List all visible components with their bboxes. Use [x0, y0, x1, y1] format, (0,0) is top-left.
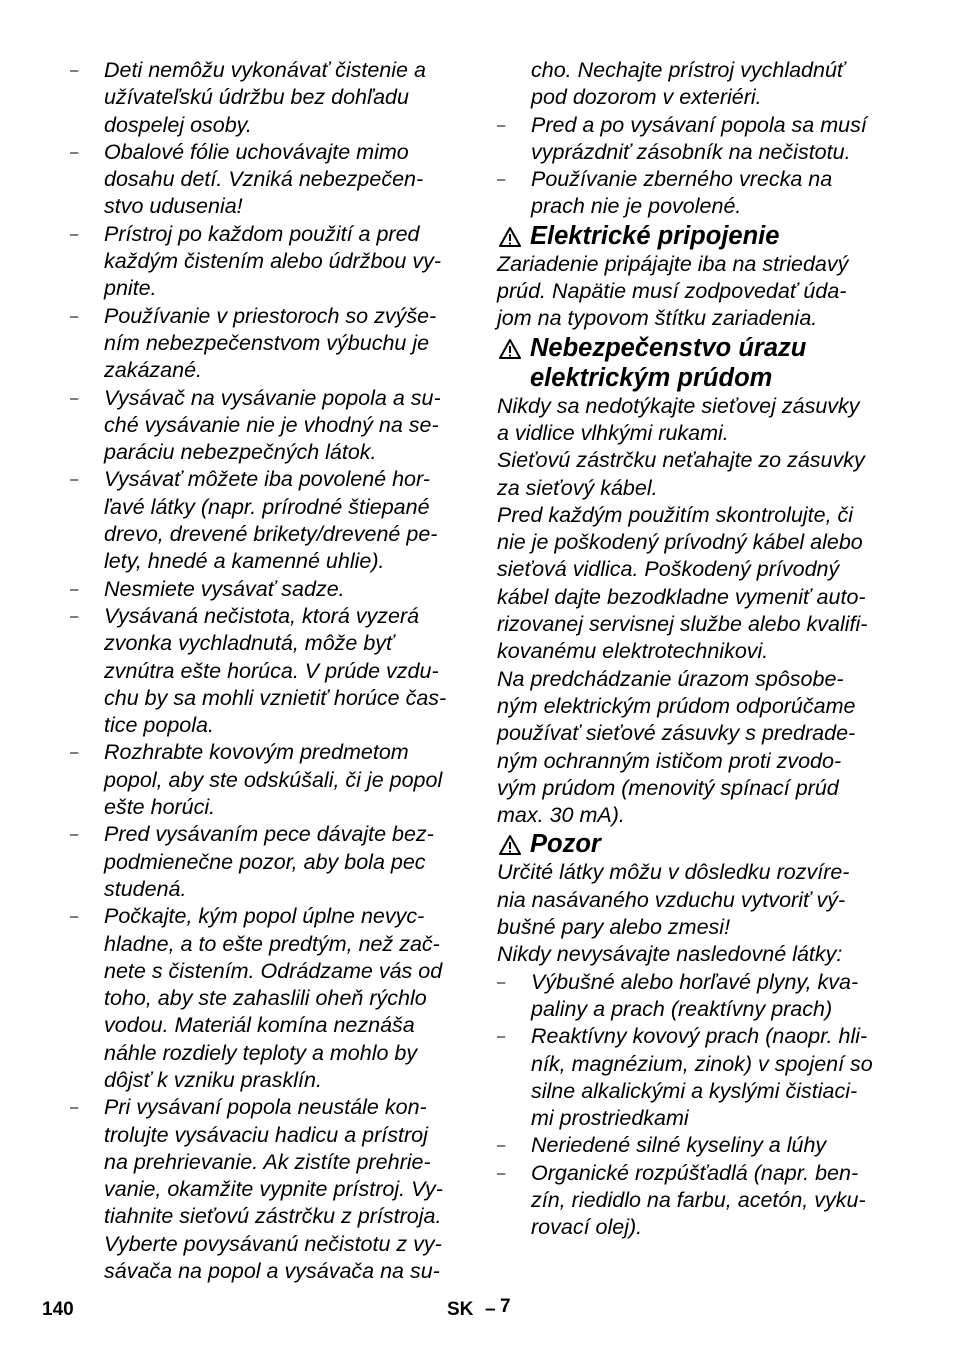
footer-separator: –	[485, 1299, 496, 1320]
text-line: za sieťový kábel.	[497, 475, 658, 500]
section-heading	[497, 333, 897, 393]
left-column	[70, 57, 470, 1285]
text-line: stvo udusenia!	[104, 194, 243, 219]
warning-icon	[497, 829, 525, 859]
text-line: cho. Nechajte prístroj vychladnúť	[531, 58, 845, 82]
text-line: nie je poškodený prívodný kábel alebo	[497, 530, 863, 555]
bullet-dash: –	[70, 744, 79, 762]
text-line: ché vysávanie nie je vhodný na se-	[104, 412, 439, 437]
bullet-dash: –	[497, 1137, 506, 1155]
text-line: popol, aby ste odskúšali, či je popol	[104, 767, 443, 792]
text-line: Nikdy sa nedotýkajte sieťovej zásuvky	[497, 393, 860, 418]
text-line: paliny a prach (reaktívny prach)	[531, 996, 833, 1021]
text-line: ník, magnézium, zinok) v spojení so	[531, 1051, 873, 1076]
bullet-dash: –	[70, 143, 79, 161]
list-item	[497, 1160, 897, 1242]
text-line: sávača na popol a vysávača na su-	[104, 1259, 440, 1284]
body-paragraph	[497, 859, 897, 941]
page-number: 140	[42, 1299, 74, 1320]
text-line: bušné pary alebo zmesi!	[497, 915, 731, 940]
text-line: dôjsť k vzniku prasklín.	[104, 1067, 322, 1092]
list-item	[70, 466, 470, 575]
text-line: Nesmiete vysávať sadze.	[104, 576, 345, 601]
text-line: hladne, a to ešte predtým, než zač-	[104, 931, 440, 956]
warning-icon	[497, 221, 525, 251]
text-line: ným ochranným ističom proti zvodo-	[497, 748, 842, 773]
list-item	[70, 385, 470, 467]
text-line: a vidlice vlhkými rukami.	[497, 420, 729, 445]
text-line: používať sieťové zásuvky s predrade-	[497, 721, 856, 746]
text-line: náhle rozdiely teploty a mohlo by	[104, 1040, 418, 1065]
text-line: Pozor	[530, 830, 601, 859]
text-line: kovanému elektrotechnikovi.	[497, 639, 769, 664]
bullet-dash: –	[70, 580, 79, 598]
list-item	[70, 303, 470, 385]
body-paragraph	[497, 447, 897, 502]
body-paragraph	[497, 251, 897, 333]
language-code: SK	[447, 1299, 474, 1320]
text-line: podmienečne pozor, aby bola pec	[104, 849, 426, 874]
text-line: Obalové fólie uchovávajte mimo	[104, 139, 409, 164]
text-line: Organické rozpúšťadlá (napr. ben-	[531, 1160, 859, 1185]
text-line: max. 30 mA).	[497, 803, 625, 828]
section-page-number: 7	[500, 1296, 511, 1317]
text-line: sieťová vidlica. Poškodený prívodný	[497, 557, 840, 582]
list-item	[497, 969, 897, 1024]
text-line: studená.	[104, 876, 187, 901]
text-line: Vysávač na vysávanie popola a su-	[104, 385, 441, 410]
bullet-dash: –	[70, 607, 79, 625]
list-item	[70, 1094, 470, 1285]
text-line: Neriedené silné kyseliny a lúhy	[531, 1133, 827, 1158]
bullet-dash: –	[497, 1028, 506, 1046]
list-item	[497, 1132, 897, 1159]
text-line: toho, aby ste zahaslili oheň rýchlo	[104, 986, 427, 1011]
body-paragraph	[497, 666, 897, 830]
bullet-dash: –	[70, 307, 79, 325]
text-line: každým čistením alebo údržbou vy-	[104, 249, 441, 274]
bullet-dash: –	[497, 171, 506, 189]
text-line: užívateľskú údržbu bez dohľadu	[104, 85, 409, 110]
list-item	[70, 57, 470, 139]
text-line: Nikdy nevysávajte nasledovné látky:	[497, 942, 843, 967]
text-line: zín, riedidlo na farbu, acetón, vyku-	[531, 1187, 866, 1212]
text-line: Používanie v priestoroch so zvýše-	[104, 303, 437, 328]
body-paragraph	[497, 941, 897, 968]
bullet-dash: –	[70, 62, 79, 79]
text-line: dospelej osoby.	[104, 112, 252, 137]
text-line: prach nie je povolené.	[531, 194, 742, 219]
text-line: kábel dajte bezodkladne vymeniť auto-	[497, 584, 866, 609]
body-paragraph	[497, 393, 897, 448]
text-line: Vysávaná nečistota, ktorá vyzerá	[104, 603, 420, 628]
text-line: paráciu nebezpečných látok.	[104, 440, 377, 465]
list-item	[497, 166, 897, 221]
text-line: Vyberte povysávanú nečistotu z vy-	[104, 1231, 442, 1256]
bullet-dash: –	[70, 908, 79, 926]
text-line: chu by sa mohli vznietiť horúce čas-	[104, 685, 447, 710]
list-item	[497, 112, 897, 167]
text-line: vanie, okamžite vypnite prístroj. Vy-	[104, 1177, 443, 1202]
text-line: ním nebezpečenstvom výbuchu je	[104, 330, 430, 355]
text-line: Určité látky môžu v dôsledku rozvíre-	[497, 860, 850, 885]
text-line: prúd. Napätie musí zodpovedať úda-	[497, 279, 847, 304]
text-line: na prehrievanie. Ak zistíte prehrie-	[104, 1149, 431, 1174]
text-line: vým prúdom (menovitý spínací prúd	[497, 775, 839, 800]
list-item	[70, 576, 470, 603]
text-line: ešte horúci.	[104, 795, 216, 820]
text-line: Pred a po vysávaní popola sa musí	[531, 112, 867, 137]
text-line: Sieťovú zástrčku neťahajte zo zásuvky	[497, 448, 865, 473]
bullet-dash: –	[70, 826, 79, 844]
section-heading	[497, 221, 897, 251]
text-line: Reaktívny kovový prach (naopr. hli-	[531, 1024, 868, 1049]
list-item	[497, 1023, 897, 1132]
list-item	[70, 903, 470, 1094]
list-item	[70, 603, 470, 739]
text-line: Nebezpečenstvo úrazu	[530, 333, 807, 362]
text-line: pod dozorom v exteriéri.	[531, 85, 762, 110]
text-line: Elektrické pripojenie	[530, 221, 780, 250]
text-line: jom na typovom štítku zariadenia.	[497, 306, 818, 331]
text-line: Prístroj po každom použití a pred	[104, 221, 420, 246]
bullet-dash: –	[497, 116, 506, 134]
list-item	[70, 739, 470, 821]
text-line: Vysávať môžete iba povolené hor-	[104, 467, 430, 492]
list-item-continuation	[497, 57, 897, 112]
section-heading	[497, 829, 897, 859]
bullet-dash: –	[497, 1164, 506, 1182]
text-line: vyprázdniť zásobník na nečistotu.	[531, 139, 851, 164]
text-line: tiahnite sieťovú zástrčku z prístroja.	[104, 1204, 442, 1229]
text-line: Na predchádzanie úrazom spôsobe-	[497, 666, 844, 691]
text-line: mi prostriedkami	[531, 1106, 689, 1131]
text-line: Pri vysávaní popola neustále kon-	[104, 1095, 427, 1120]
text-line: zvnútra ešte horúca. V prúde vzdu-	[104, 658, 439, 683]
bullet-dash: –	[497, 973, 506, 991]
text-line: dosahu detí. Vzniká nebezpečen-	[104, 167, 424, 192]
text-line: Počkajte, kým popol úplne nevyc-	[104, 904, 425, 929]
text-line: tice popola.	[104, 713, 214, 738]
text-line: nia nasávaného vzduchu vytvoriť vý-	[497, 887, 846, 912]
text-line: drevo, drevené brikety/drevené pe-	[104, 522, 438, 547]
text-line: zakázané.	[104, 358, 203, 383]
text-line: Pred každým použitím skontrolujte, či	[497, 502, 854, 527]
text-line: rovací olej).	[531, 1215, 643, 1240]
body-paragraph	[497, 502, 897, 666]
list-item	[70, 221, 470, 303]
bullet-dash: –	[70, 225, 79, 243]
text-line: silne alkalickými a kyslými čistiaci-	[531, 1078, 858, 1103]
text-line: lety, hnedé a kamenné uhlie).	[104, 549, 385, 574]
text-line: nete s čistením. Odrádzame vás od	[104, 958, 443, 983]
text-line: zvonka vychladnutá, môže byť	[104, 631, 394, 656]
text-line: Výbušné alebo horľavé plyny, kva-	[531, 969, 859, 994]
bullet-dash: –	[70, 389, 79, 407]
text-line: Pred vysávaním pece dávajte bez-	[104, 822, 434, 847]
warning-icon	[497, 333, 525, 363]
text-line: ným elektrickým prúdom odporúčame	[497, 693, 856, 718]
text-line: Zariadenie pripájajte iba na striedavý	[497, 251, 849, 276]
bullet-dash: –	[70, 471, 79, 489]
text-line: rizovanej servisnej službe alebo kvalifi-	[497, 612, 868, 637]
text-line: trolujte vysávaciu hadicu a prístroj	[104, 1122, 428, 1147]
text-line: ľavé látky (napr. prírodné štiepané	[104, 494, 430, 519]
text-line: Používanie zberného vrecka na	[531, 167, 833, 192]
text-line: Rozhrabte kovovým predmetom	[104, 740, 409, 765]
text-line: Deti nemôžu vykonávať čistenie a	[104, 58, 426, 82]
bullet-dash: –	[70, 1099, 79, 1117]
list-item	[70, 139, 470, 221]
right-column	[497, 57, 897, 1242]
text-line: vodou. Materiál komína neznáša	[104, 1013, 415, 1038]
text-line: elektrickým prúdom	[530, 363, 773, 392]
text-line: pnite.	[104, 276, 157, 301]
list-item	[70, 821, 470, 903]
